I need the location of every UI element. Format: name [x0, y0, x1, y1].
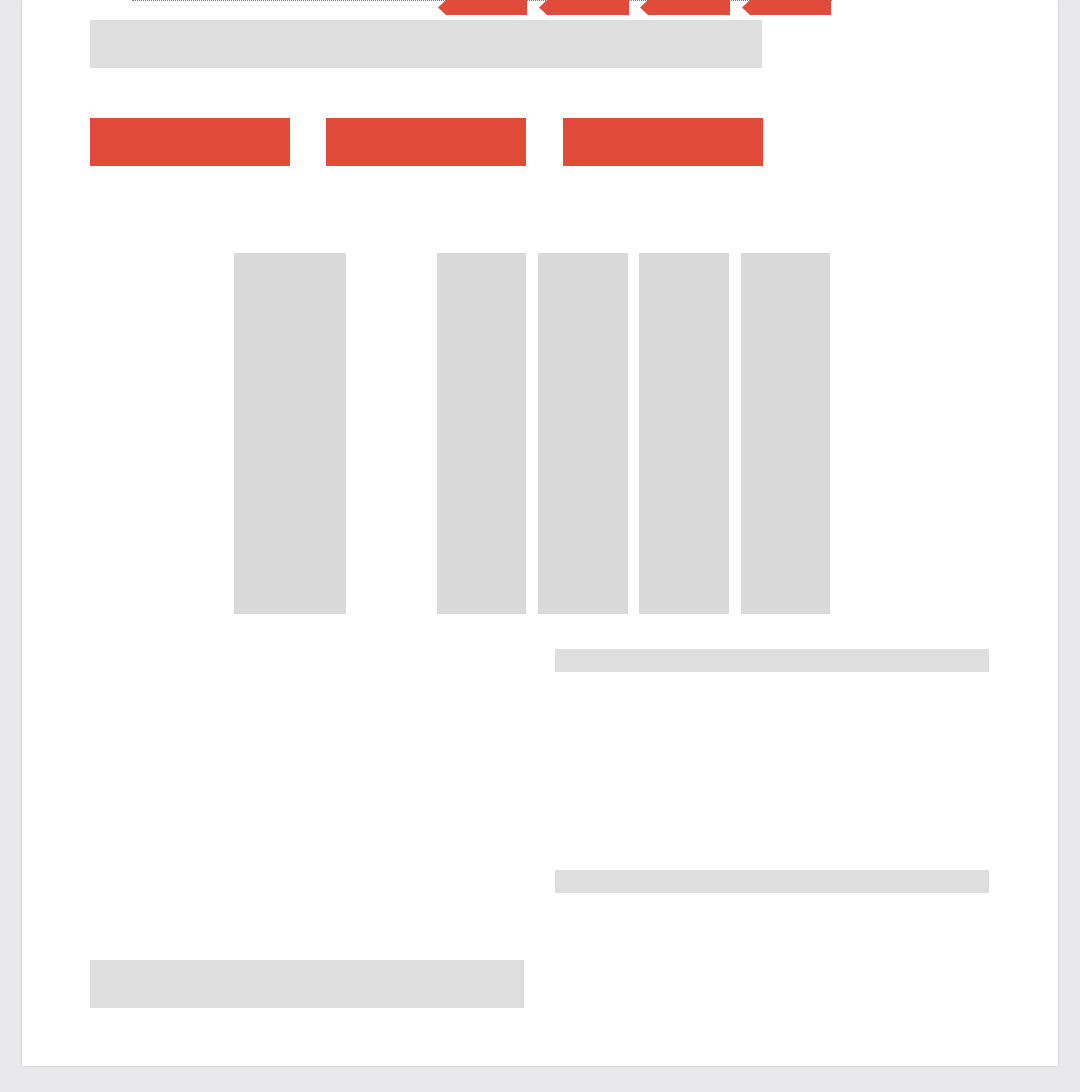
- not-certificate-box: [90, 960, 524, 1008]
- score-report-page: [22, 0, 1058, 1066]
- overall-score-value: [326, 118, 526, 166]
- speaking-score-flag: [742, 0, 831, 15]
- listening-score-flag: [640, 0, 730, 15]
- cefr-level-value: [563, 118, 763, 166]
- listening-column: [639, 253, 729, 614]
- results-table-header: [555, 649, 989, 672]
- writing-score-flag: [539, 0, 629, 15]
- scale-ruler: [234, 253, 346, 614]
- writing-column: [538, 253, 628, 614]
- reading-score-flag: [438, 0, 527, 15]
- place-of-entry-box: [90, 20, 762, 68]
- other-header: [555, 870, 989, 893]
- reading-column: [437, 253, 526, 614]
- speaking-column: [741, 253, 830, 614]
- result-value: [90, 118, 290, 166]
